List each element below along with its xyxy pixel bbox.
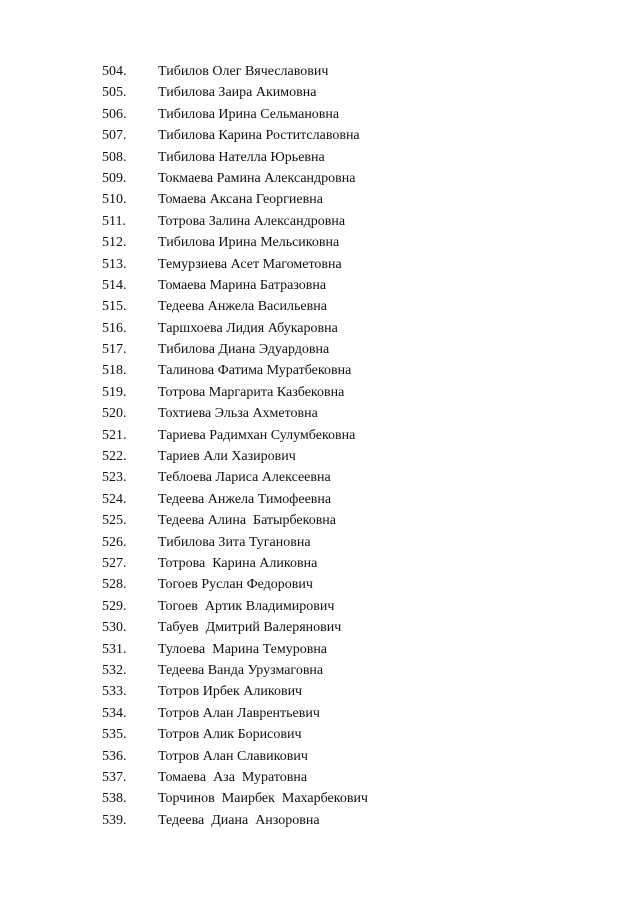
list-item — [102, 467, 368, 488]
list-item — [102, 339, 368, 360]
list-item — [102, 810, 368, 831]
entry-number: 506. — [102, 106, 127, 122]
entry-name: Тогоев Руслан Федорович — [158, 577, 313, 593]
entry-name: Тотрова Карина Аликовна — [158, 555, 318, 571]
list-item — [102, 767, 368, 788]
entry-number: 507. — [102, 128, 127, 144]
entry-number: 523. — [102, 470, 127, 486]
entry-number: 505. — [102, 85, 127, 101]
entry-name: Тибилова Диана Эдуардовна — [158, 342, 330, 358]
entry-number: 517. — [102, 342, 127, 358]
entry-name: Тедеева Алина Батырбековна — [158, 513, 337, 529]
list-item — [102, 232, 368, 253]
entry-number: 530. — [102, 620, 127, 636]
entry-number: 510. — [102, 192, 127, 208]
list-item — [102, 596, 368, 617]
list-item — [102, 318, 368, 339]
entry-number: 515. — [102, 299, 127, 315]
name-list — [102, 61, 368, 831]
list-item — [102, 82, 368, 103]
entry-number: 537. — [102, 769, 127, 785]
entry-name: Тотров Алан Славикович — [158, 748, 308, 764]
entry-name: Торчинов Маирбек Махарбекович — [158, 791, 368, 807]
entry-number: 532. — [102, 662, 127, 678]
list-item — [102, 275, 368, 296]
entry-number: 513. — [102, 256, 127, 272]
list-item — [102, 189, 368, 210]
entry-number: 527. — [102, 555, 127, 571]
entry-number: 508. — [102, 149, 127, 165]
entry-number: 520. — [102, 406, 127, 422]
entry-number: 535. — [102, 727, 127, 743]
entry-name: Тотров Алан Лаврентьевич — [158, 705, 320, 721]
list-item — [102, 296, 368, 317]
list-item — [102, 532, 368, 553]
entry-name: Тибилова Ирина Мельсиковна — [158, 235, 340, 251]
list-item — [102, 61, 368, 82]
entry-number: 514. — [102, 277, 127, 293]
entry-number: 536. — [102, 748, 127, 764]
entry-name: Тулоева Марина Темуровна — [158, 641, 328, 657]
list-item — [102, 639, 368, 660]
list-item — [102, 788, 368, 809]
entry-number: 516. — [102, 320, 127, 336]
list-item — [102, 510, 368, 531]
list-item — [102, 724, 368, 745]
entry-name: Тедеева Анжела Васильевна — [158, 299, 327, 315]
list-item — [102, 746, 368, 767]
entry-name: Талинова Фатима Муратбековна — [158, 363, 352, 379]
entry-number: 504. — [102, 64, 127, 79]
entry-name: Тибилова Карина Роститславовна — [158, 128, 360, 144]
list-item — [102, 617, 368, 638]
list-item — [102, 168, 368, 189]
entry-name: Тедеева Ванда Урузмаговна — [158, 662, 324, 678]
entry-name: Токмаева Рамина Александровна — [158, 170, 356, 186]
entry-name: Томаева Аксана Георгиевна — [158, 192, 323, 208]
entry-number: 531. — [102, 641, 127, 657]
entry-name: Тариева Радимхан Сулумбековна — [158, 427, 356, 443]
entry-name: Тотров Алик Борисович — [158, 727, 302, 743]
entry-name: Тохтиева Эльза Ахметовна — [158, 406, 318, 422]
entry-name: Тибилова Нателла Юрьевна — [158, 149, 325, 165]
entry-number: 524. — [102, 491, 127, 507]
list-item — [102, 574, 368, 595]
entry-number: 522. — [102, 449, 127, 465]
entry-number: 519. — [102, 384, 127, 400]
list-item — [102, 425, 368, 446]
entry-name: Тогоев Артик Владимирович — [158, 598, 335, 614]
list-item — [102, 125, 368, 146]
entry-number: 538. — [102, 791, 127, 807]
list-item — [102, 489, 368, 510]
entry-name: Тотрова Маргарита Казбековна — [158, 384, 345, 400]
entry-number: 539. — [102, 812, 127, 828]
entry-number: 518. — [102, 363, 127, 379]
entry-name: Тибилова Ирина Сельмановна — [158, 106, 340, 122]
entry-number: 529. — [102, 598, 127, 614]
entry-name: Таршхоева Лидия Абукаровна — [158, 320, 338, 336]
entry-number: 509. — [102, 170, 127, 186]
list-item — [102, 703, 368, 724]
list-item — [102, 382, 368, 403]
entry-number: 534. — [102, 705, 127, 721]
entry-name: Табуев Дмитрий Валерянович — [158, 620, 342, 636]
entry-number: 521. — [102, 427, 127, 443]
entry-name: Теблоева Лариса Алексеевна — [158, 470, 331, 486]
list-item — [102, 681, 368, 702]
entry-name: Тибилова Зита Тугановна — [158, 534, 311, 550]
entry-number: 525. — [102, 513, 127, 529]
entry-name: Тотров Ирбек Аликович — [158, 684, 303, 700]
entry-name: Тотрова Залина Александровна — [158, 213, 346, 229]
list-item — [102, 104, 368, 125]
entry-name: Томаева Марина Батразовна — [158, 277, 327, 293]
entry-name: Тариев Али Хазирович — [158, 449, 296, 465]
entry-number: 511. — [102, 213, 126, 229]
entry-name: Томаева Аза Муратовна — [158, 769, 308, 785]
entry-name: Тедеева Анжела Тимофеевна — [158, 491, 332, 507]
list-item — [102, 147, 368, 168]
entry-number: 528. — [102, 577, 127, 593]
list-item — [102, 254, 368, 275]
entry-name: Темурзиева Асет Магометовна — [158, 256, 342, 272]
entry-number: 512. — [102, 235, 127, 251]
list-item — [102, 360, 368, 381]
list-item — [102, 660, 368, 681]
list-item — [102, 446, 368, 467]
entry-number: 533. — [102, 684, 127, 700]
list-item — [102, 403, 368, 424]
entry-name: Тибилова Заира Акимовна — [158, 85, 317, 101]
list-item — [102, 211, 368, 232]
list-item — [102, 553, 368, 574]
entry-name: Тедеева Диана Анзоровна — [158, 812, 320, 828]
entry-name: Тибилов Олег Вячеславович — [158, 64, 329, 79]
entry-number: 526. — [102, 534, 127, 550]
